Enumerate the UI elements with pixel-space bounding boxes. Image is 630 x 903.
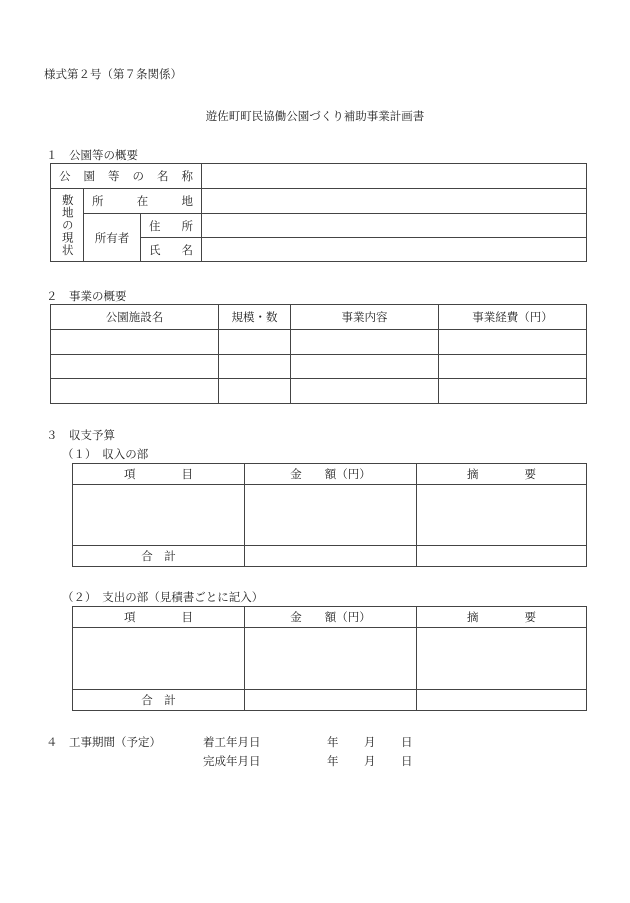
income-table xyxy=(72,463,587,567)
end-date-label: 完成年月日 xyxy=(203,754,261,768)
section2-heading: ２ 事業の概要 xyxy=(46,289,127,303)
owner-address-input[interactable] xyxy=(202,214,587,238)
content-cell[interactable] xyxy=(291,379,439,404)
facility-name-cell[interactable] xyxy=(51,379,219,404)
table-row xyxy=(73,628,587,690)
table-row xyxy=(51,330,587,355)
end-year[interactable]: 年 xyxy=(327,754,339,768)
cost-cell[interactable] xyxy=(439,355,587,379)
site-status-label: 敷地の現状 xyxy=(51,189,84,262)
col-content: 事業内容 xyxy=(291,305,439,330)
location-label: 所 在 地 xyxy=(84,189,202,214)
income-col-item: 項 目 xyxy=(73,464,245,485)
section3-heading: ３ 収支予算 xyxy=(46,428,115,442)
income-total-label: 合 計 xyxy=(73,546,245,567)
start-date-label: 着工年月日 xyxy=(203,735,261,749)
income-total-amount[interactable] xyxy=(245,546,417,567)
section4-heading: ４ 工事期間（予定） xyxy=(46,735,161,749)
col-cost: 事業経費（円） xyxy=(439,305,587,330)
table-row xyxy=(73,485,587,546)
document-title: 遊佐町町民協働公園づくり補助事業計画書 xyxy=(205,109,425,123)
section1-heading: １ 公園等の概要 xyxy=(46,148,138,162)
cost-cell[interactable] xyxy=(439,379,587,404)
col-scale: 規模・数 xyxy=(219,305,291,330)
owner-name-input[interactable] xyxy=(202,238,587,262)
expense-total-amount[interactable] xyxy=(245,690,417,711)
expense-item-cell[interactable] xyxy=(73,628,245,690)
location-input[interactable] xyxy=(202,189,587,214)
expense-summary-cell[interactable] xyxy=(417,628,587,690)
owner-label: 所有者 xyxy=(84,214,141,262)
form-number: 様式第２号（第７条関係） xyxy=(44,67,182,81)
table-row xyxy=(51,379,587,404)
expense-total-summary[interactable] xyxy=(417,690,587,711)
scale-cell[interactable] xyxy=(219,379,291,404)
start-year[interactable]: 年 xyxy=(327,735,339,749)
end-day[interactable]: 日 xyxy=(401,754,413,768)
expense-col-item: 項 目 xyxy=(73,607,245,628)
income-summary-cell[interactable] xyxy=(417,485,587,546)
income-col-amount: 金 額（円） xyxy=(245,464,417,485)
content-cell[interactable] xyxy=(291,330,439,355)
income-col-summary: 摘 要 xyxy=(417,464,587,485)
income-total-summary[interactable] xyxy=(417,546,587,567)
scale-cell[interactable] xyxy=(219,330,291,355)
start-day[interactable]: 日 xyxy=(401,735,413,749)
facility-name-cell[interactable] xyxy=(51,330,219,355)
content-cell[interactable] xyxy=(291,355,439,379)
owner-name-label: 氏 名 xyxy=(141,238,202,262)
table-row xyxy=(51,355,587,379)
expense-col-summary: 摘 要 xyxy=(417,607,587,628)
end-month[interactable]: 月 xyxy=(364,754,376,768)
park-name-input[interactable] xyxy=(202,164,587,189)
expense-total-label: 合 計 xyxy=(73,690,245,711)
project-overview-table xyxy=(50,304,587,404)
expense-table xyxy=(72,606,587,711)
expense-amount-cell[interactable] xyxy=(245,628,417,690)
park-name-label: 公 園 等 の 名 称 xyxy=(51,164,202,189)
park-overview-table xyxy=(50,163,587,262)
start-month[interactable]: 月 xyxy=(364,735,376,749)
expense-col-amount: 金 額（円） xyxy=(245,607,417,628)
income-item-cell[interactable] xyxy=(73,485,245,546)
owner-address-label: 住 所 xyxy=(141,214,202,238)
cost-cell[interactable] xyxy=(439,330,587,355)
expense-heading: （２） 支出の部（見積書ごとに記入） xyxy=(62,590,264,604)
col-facility-name: 公園施設名 xyxy=(51,305,219,330)
scale-cell[interactable] xyxy=(219,355,291,379)
facility-name-cell[interactable] xyxy=(51,355,219,379)
income-amount-cell[interactable] xyxy=(245,485,417,546)
income-heading: （１） 収入の部 xyxy=(62,447,149,461)
